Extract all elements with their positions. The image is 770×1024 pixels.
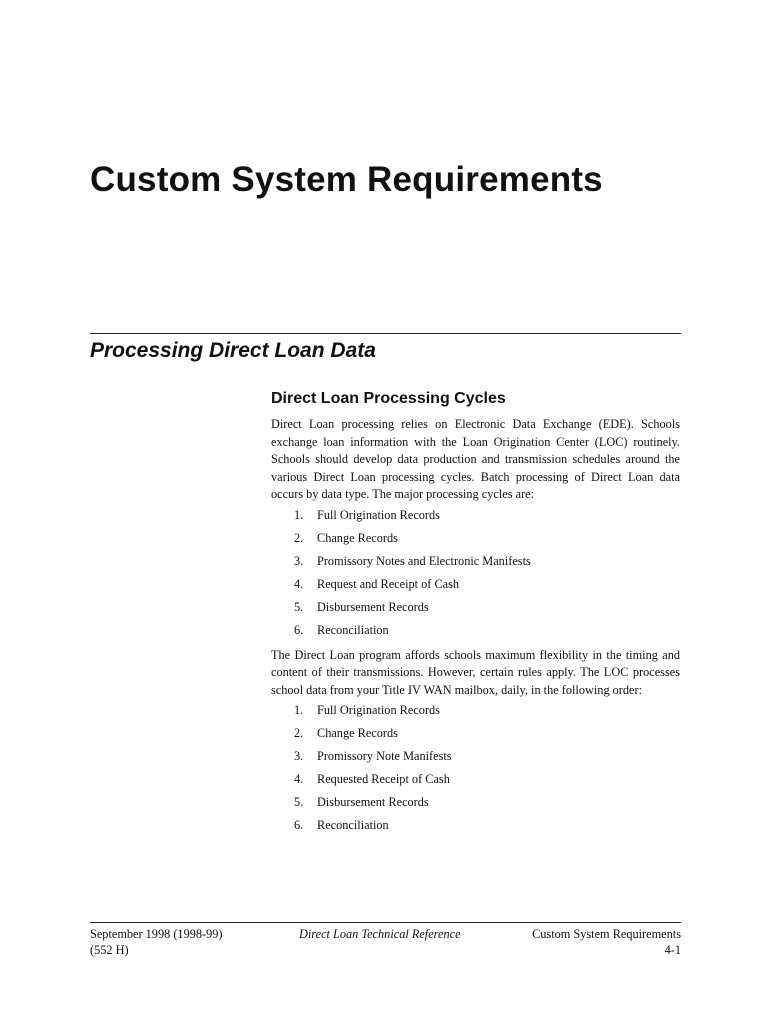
list-number: 2. <box>294 726 304 740</box>
list-text: Reconciliation <box>317 818 389 832</box>
list-number: 3. <box>294 553 304 568</box>
list-item <box>271 507 680 530</box>
order-paragraph: The Direct Loan program affords schools maximum flexibility in the timing and content of their transmissions. However, certain rules apply. The LOC processes school data from your Title IV WAN mailbox, daily, in the following order: <box>271 647 680 697</box>
list-text: Change Records <box>317 726 398 740</box>
footer-publication: Direct Loan Technical Reference <box>299 927 461 941</box>
footer-row <box>90 926 681 942</box>
list-number: 1. <box>294 703 304 717</box>
list-number: 5. <box>294 795 304 809</box>
list-number: 2. <box>294 530 304 545</box>
list-text: Requested Receipt of Cash <box>317 772 450 786</box>
footer-chapter: Custom System Requirements <box>532 927 681 941</box>
footer-date: September 1998 (1998-99) <box>90 927 223 941</box>
list-item <box>271 622 680 645</box>
intro-paragraph: Direct Loan processing relies on Electronic Data Exchange (EDE). Schools exchange loan information with the Loan Origination Center (LOC) routinely. Schools should develop data production and transmission schedules around the various Direct Loan processing cycles. Batch processing of Direct Loan data occurs by data type. The major processing cycles are: <box>271 417 680 501</box>
list-item <box>271 553 680 576</box>
list-number: 6. <box>294 818 304 832</box>
footer-page-number: 4-1 <box>664 943 681 957</box>
list-text: Promissory Notes and Electronic Manifests <box>317 553 531 568</box>
list-text: Full Origination Records <box>317 507 440 522</box>
list-number: 1. <box>294 507 304 522</box>
list-item <box>271 817 680 840</box>
list-item <box>271 576 680 599</box>
processing-cycles-list <box>271 507 680 645</box>
list-item <box>271 748 680 771</box>
list-text: Reconciliation <box>317 622 389 637</box>
list-item <box>271 725 680 748</box>
list-text: Promissory Note Manifests <box>317 749 452 763</box>
list-number: 6. <box>294 622 304 637</box>
footer-code: (552 H) <box>90 943 129 957</box>
footer-row <box>90 942 681 958</box>
list-item <box>271 794 680 817</box>
list-text: Disbursement Records <box>317 599 429 614</box>
footer-divider <box>90 922 681 923</box>
subsection-title: Direct Loan Processing Cycles <box>271 390 506 407</box>
list-text: Change Records <box>317 530 398 545</box>
list-number: 4. <box>294 576 304 591</box>
list-number: 5. <box>294 599 304 614</box>
list-item <box>271 771 680 794</box>
list-item <box>271 530 680 553</box>
list-text: Disbursement Records <box>317 795 429 809</box>
list-text: Request and Receipt of Cash <box>317 576 460 591</box>
section-title: Processing Direct Loan Data <box>90 339 376 362</box>
list-item <box>271 599 680 622</box>
page-title: Custom System Requirements <box>90 160 603 199</box>
section-divider <box>90 333 681 334</box>
main-content <box>271 387 680 842</box>
list-number: 3. <box>294 749 304 763</box>
list-number: 4. <box>294 772 304 786</box>
list-text: Full Origination Records <box>317 703 440 717</box>
list-item <box>271 702 680 725</box>
page-footer <box>90 926 681 958</box>
processing-order-list <box>271 702 680 840</box>
